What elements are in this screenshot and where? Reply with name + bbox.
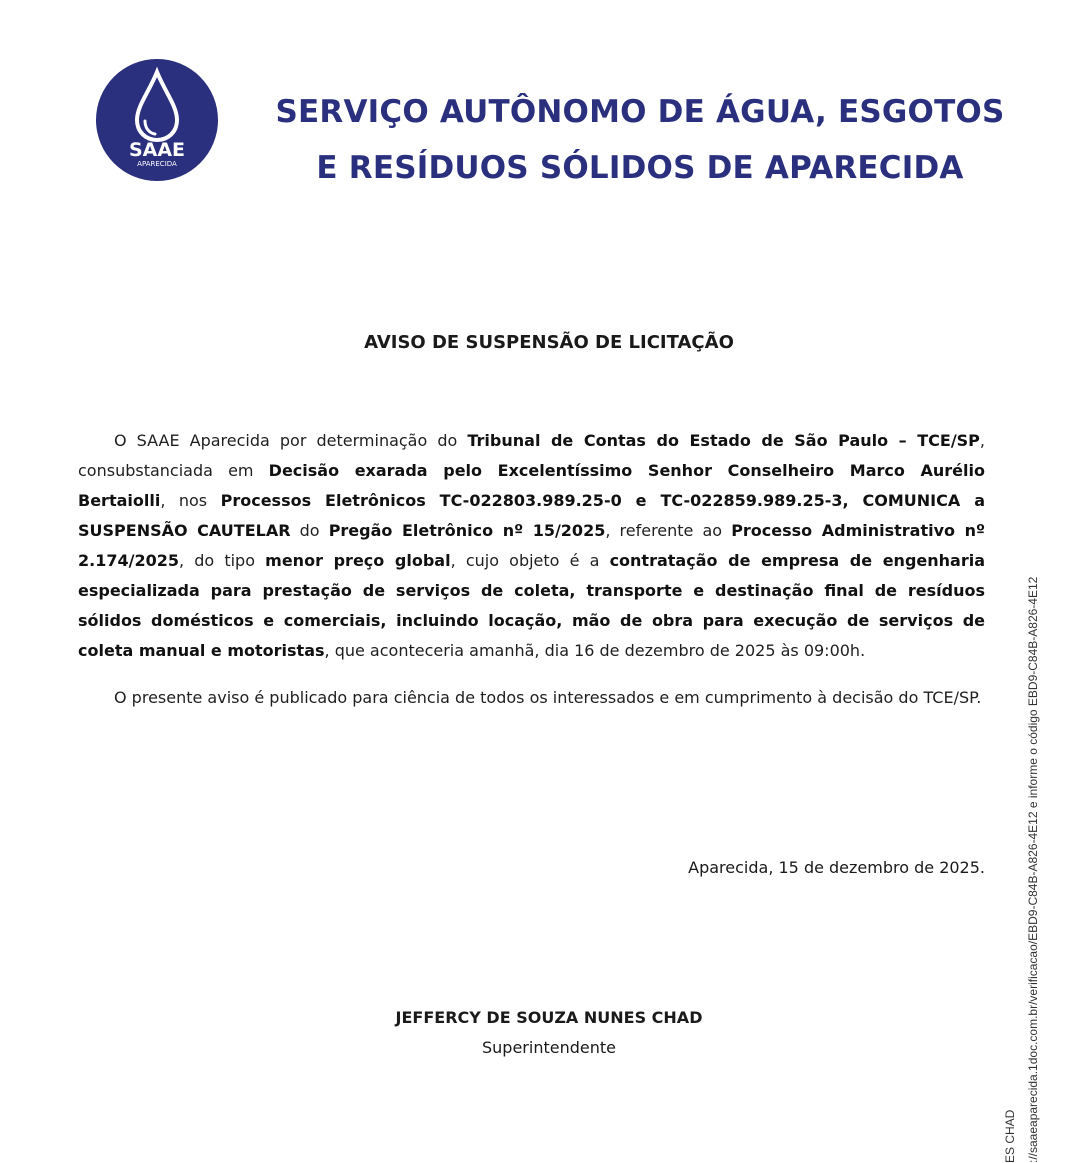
paragraph-bold-text: Decisão exarada pelo Excelentíssimo Senhor Conselheiro Marco Aurélio Bertaiolli: [78, 461, 985, 510]
paragraph-text: , que aconteceria amanhã, dia 16 de dezembro de 2025 às 09:00h.: [324, 641, 866, 660]
place-and-date: Aparecida, 15 de dezembro de 2025.: [688, 858, 985, 877]
paragraph-text: O SAAE Aparecida por determinação do: [114, 431, 468, 450]
organization-title-line-1: SERVIÇO AUTÔNOMO DE ÁGUA, ESGOTOS: [275, 94, 1005, 130]
notice-paragraph-2: O presente aviso é publicado para ciência de todos os interessados e em cumprimento à decisão do TCE/SP.: [114, 688, 982, 707]
paragraph-text: , referente ao: [605, 521, 732, 540]
paragraph-text: do: [290, 521, 329, 540]
paragraph-bold-text: Pregão Eletrônico nº 15/2025: [328, 521, 606, 540]
verification-signatory-text: ES CHAD: [1003, 1109, 1017, 1163]
paragraph-bold-text: menor preço global: [265, 551, 451, 570]
logo-subtext: APARECIDA: [137, 160, 177, 168]
signatory-name: JEFFERCY DE SOUZA NUNES CHAD: [395, 1008, 703, 1027]
organization-title: [250, 84, 1030, 196]
organization-title-line-2: E RESÍDUOS SÓLIDOS DE APARECIDA: [316, 150, 964, 186]
logo-text: SAAE: [128, 139, 186, 161]
paragraph-text: , consubstanciada em: [78, 431, 985, 480]
signatory-role: Superintendente: [482, 1038, 616, 1057]
paragraph-text: , do tipo: [178, 551, 266, 570]
paragraph-bold-text: contratação de empresa de engenharia especializada para prestação de serviços de coleta, transporte e destinação final de resíduos sólidos domésticos e comerciais, incluindo locação, mão de obra para execução de serviços de coleta manual e motoristas: [78, 551, 985, 660]
paragraph-bold-text: Tribunal de Contas do Estado de São Paulo – TCE/SP: [467, 431, 980, 450]
paragraph-bold-text: Processo Administrativo nº 2.174/2025: [78, 521, 986, 570]
paragraph-text: , nos: [160, 491, 221, 510]
paragraph-text: , cujo objeto é a: [450, 551, 610, 570]
water-drop-logo-icon: [95, 58, 219, 182]
notice-paragraph-1: [78, 426, 985, 666]
notice-title: AVISO DE SUSPENSÃO DE LICITAÇÃO: [364, 332, 734, 353]
paragraph-bold-text: Processos Eletrônicos TC-022803.989.25-0 e TC-022859.989.25-3, COMUNICA a SUSPENSÃO CAUTELAR: [78, 491, 985, 540]
saae-logo: [95, 58, 219, 182]
verification-link-text: ://saaeaparecida.1doc.com.br/verificacao/EBD9-C84B-A826-4E12 e informe o código EBD9-C84B-A826-4E12: [1026, 576, 1040, 1163]
